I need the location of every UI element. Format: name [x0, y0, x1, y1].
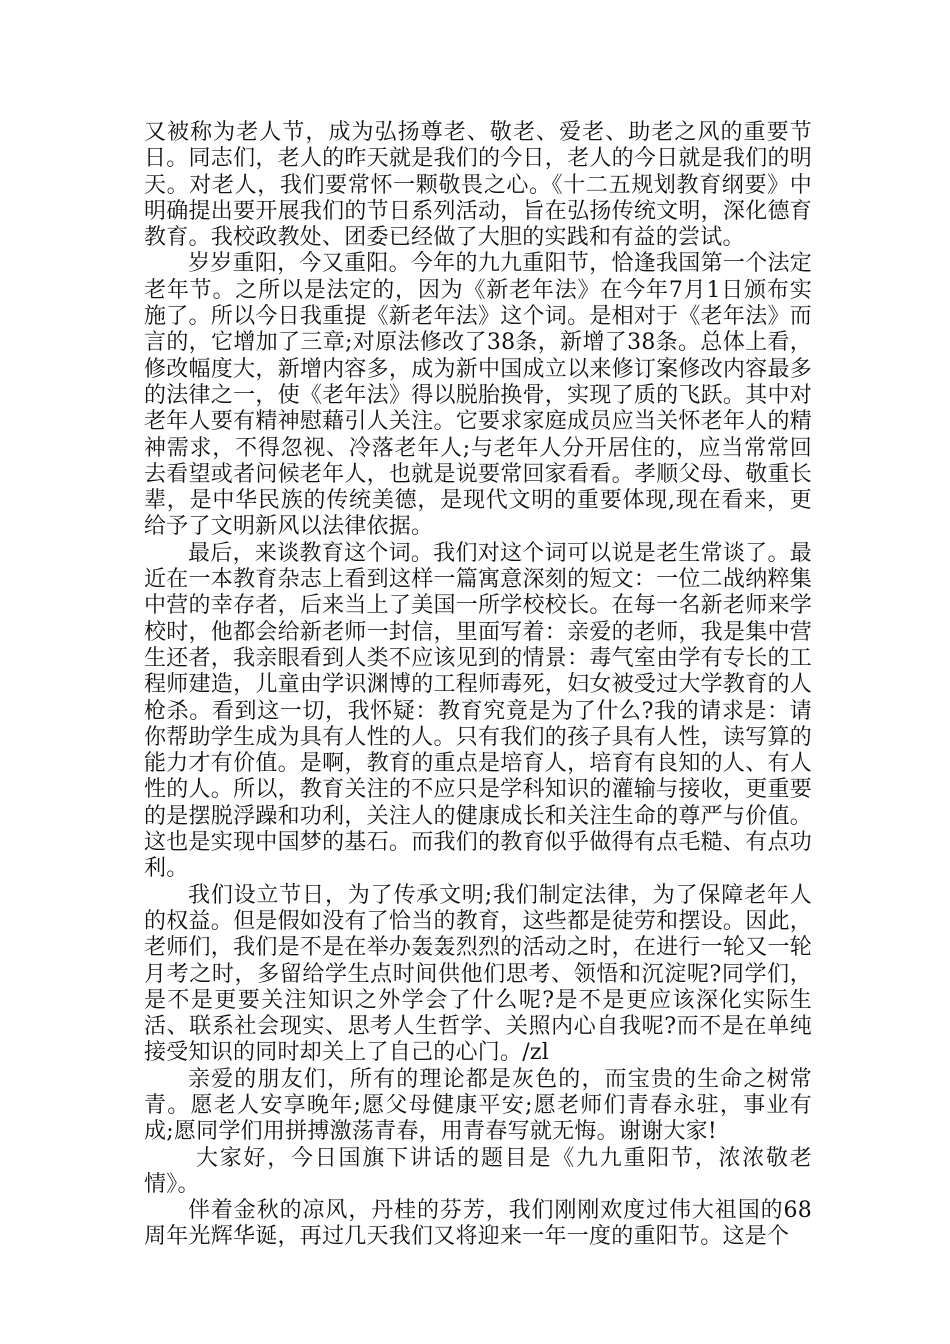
paragraph-7: 伴着金秋的凉风，丹桂的芬芳，我们刚刚欢度过伟大祖国的68周年光辉华诞，再过几天我们又将迎来一年一度的重阳节。这是个	[144, 1198, 812, 1250]
paragraph-1: 又被称为老人节，成为弘扬尊老、敬老、爱老、助老之风的重要节日。同志们，老人的昨天就是我们的今日，老人的今日就是我们的明天。对老人，我们要常怀一颗敬畏之心。《十二五规划教育纲要》中明确提出要开展我们的节日系列活动，旨在弘扬传统文明，深化德育教育。我校政教处、团委已经做了大胆的实践和有益的尝试。	[144, 120, 812, 251]
document-body	[144, 120, 812, 1251]
paragraph-4: 我们设立节日，为了传承文明;我们制定法律，为了保障老年人的权益。但是假如没有了恰当的教育，这些都是徒劳和摆设。因此，老师们，我们是不是在举办轰轰烈烈的活动之时，在进行一轮又一轮月考之时，多留给学生点时间供他们思考、领悟和沉淀呢?同学们，是不是更要关注知识之外学会了什么呢?是不是更应该深化实际生活、联系社会现实、思考人生哲学、关照内心自我呢?而不是在单纯接受知识的同时却关上了自己的心门。/zl	[144, 882, 812, 1066]
paragraph-6: 大家好，今日国旗下讲话的题目是《九九重阳节，浓浓敬老情》。	[144, 1145, 812, 1197]
paragraph-5: 亲爱的朋友们，所有的理论都是灰色的，而宝贵的生命之树常青。愿老人安享晚年;愿父母健康平安;愿老师们青春永驻，事业有成;愿同学们用拼搏激荡青春，用青春写就无悔。谢谢大家!	[144, 1066, 812, 1145]
paragraph-3: 最后，来谈教育这个词。我们对这个词可以说是老生常谈了。最近在一本教育杂志上看到这样一篇寓意深刻的短文：一位二战纳粹集中营的幸存者，后来当上了美国一所学校校长。在每一名新老师来学校时，他都会给新老师一封信，里面写着：亲爱的老师，我是集中营生还者，我亲眼看到人类不应该见到的情景：毒气室由学有专长的工程师建造，儿童由学识渊博的工程师毒死，妇女被受过大学教育的人枪杀。看到这一切，我怀疑：教育究竟是为了什么?我的请求是：请你帮助学生成为具有人性的人。只有我们的孩子具有人性，读写算的能力才有价值。是啊，教育的重点是培育人，培育有良知的人、有人性的人。所以，教育关注的不应只是学科知识的灌输与接收，更重要的是摆脱浮躁和功利，关注人的健康成长和关注生命的尊严与价值。这也是实现中国梦的基石。而我们的教育似乎做得有点毛糙、有点功利。	[144, 540, 812, 882]
paragraph-2: 岁岁重阳，今又重阳。今年的九九重阳节，恰逢我国第一个法定老年节。之所以是法定的，因为《新老年法》在今年7月1日颁布实施了。所以今日我重提《新老年法》这个词。是相对于《老年法》而言的，它增加了三章;对原法修改了38条，新增了38条。总体上看，修改幅度大，新增内容多，成为新中国成立以来修订案修改内容最多的法律之一，使《老年法》得以脱胎换骨，实现了质的飞跃。其中对老年人要有精神慰藉引人关注。它要求家庭成员应当关怀老年人的精神需求，不得忽视、冷落老年人;与老年人分开居住的，应当常常回去看望或者问候老年人，也就是说要常回家看看。孝顺父母、敬重长辈，是中华民族的传统美德，是现代文明的重要体现,现在看来，更给予了文明新风以法律依据。	[144, 251, 812, 540]
